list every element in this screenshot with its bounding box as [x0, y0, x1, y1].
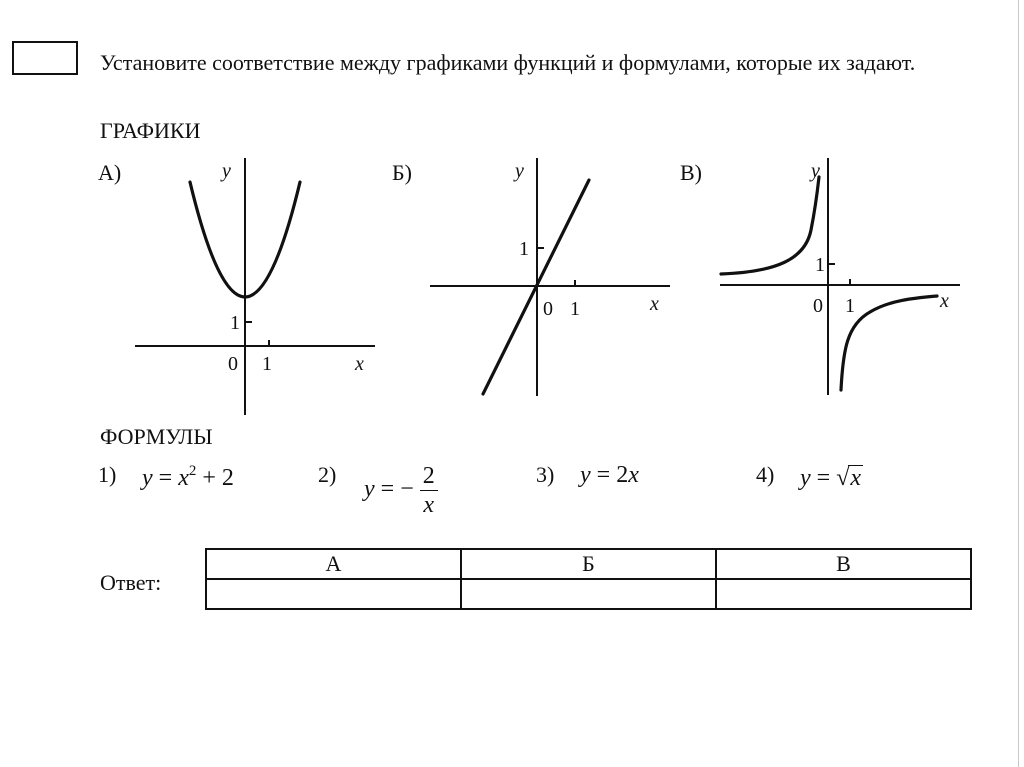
formula-2-numerator: 2 — [420, 462, 438, 491]
formula-1-x: x — [178, 465, 189, 491]
graph-b-x-label: x — [650, 293, 659, 315]
formula-1-lhs: y — [142, 465, 153, 491]
graph-v-branch-left — [721, 177, 819, 274]
formula-1 — [142, 465, 234, 492]
graph-v-branch-right — [841, 296, 937, 390]
formula-1-rest: + 2 — [202, 465, 234, 491]
answer-column-b: Б — [461, 549, 716, 579]
formula-2-eq: = − — [380, 476, 414, 503]
formula-2-fraction — [420, 462, 438, 519]
graph-v-hyperbola — [715, 150, 965, 400]
page-border — [1018, 0, 1019, 767]
formula-3-coef: 2 — [616, 462, 629, 488]
formula-3 — [580, 462, 639, 489]
graph-v-tick-x-label: 1 — [845, 295, 855, 317]
formula-3-x: x — [628, 462, 639, 488]
graph-b-tick-x-label: 1 — [570, 298, 580, 320]
graph-b-tick-y-label: 1 — [519, 238, 529, 260]
graph-a-y-label: y — [222, 160, 231, 182]
graph-b-line — [425, 150, 675, 400]
graph-v-tick-y-label: 1 — [815, 254, 825, 276]
answer-column-v: В — [716, 549, 971, 579]
formulas-heading: ФОРМУЛЫ — [100, 424, 213, 449]
answer-label: Ответ: — [100, 570, 162, 595]
formula-3-lhs: y — [580, 462, 591, 488]
task-statement: Установите соответствие между графиками функций и формулами, которые их задают. — [100, 50, 916, 75]
graph-a-tick-x-label: 1 — [262, 353, 272, 375]
graph-v-origin: 0 — [813, 295, 823, 317]
formula-1-eq: = — [158, 465, 173, 491]
formula-1-number: 1) — [98, 462, 117, 487]
answer-cell-b[interactable] — [461, 579, 716, 609]
answer-input-row — [206, 579, 971, 609]
formula-4-radicand: x — [850, 465, 862, 491]
formula-4-lhs: y — [800, 465, 811, 491]
formula-3-number: 3) — [536, 462, 555, 487]
answer-cell-v[interactable] — [716, 579, 971, 609]
formula-2-lhs: y — [364, 476, 375, 503]
graph-label-a: А) — [98, 160, 122, 185]
formula-2 — [364, 462, 438, 519]
graph-a-parabola — [130, 150, 380, 420]
answer-table — [205, 548, 972, 610]
graph-label-v: В) — [680, 160, 702, 185]
graph-b-y-label: y — [515, 160, 524, 182]
task-number-box[interactable] — [12, 41, 78, 75]
graph-a-x-label: x — [355, 353, 364, 375]
formula-4-number: 4) — [756, 462, 775, 487]
formula-2-denominator: x — [423, 492, 435, 518]
graph-a-origin: 0 — [228, 353, 238, 375]
graph-b-origin: 0 — [543, 298, 553, 320]
formula-4-eq: = — [816, 465, 831, 491]
formula-2-number: 2) — [318, 462, 337, 487]
graphs-heading: ГРАФИКИ — [100, 118, 201, 143]
graph-v-x-label: x — [940, 290, 949, 312]
answer-cell-a[interactable] — [206, 579, 461, 609]
answer-header-row — [206, 549, 971, 579]
formula-4 — [800, 465, 863, 492]
graph-a-tick-y-label: 1 — [230, 312, 240, 334]
answer-column-a: А — [206, 549, 461, 579]
graph-label-b: Б) — [392, 160, 412, 185]
formula-3-eq: = — [596, 462, 611, 488]
graph-v-y-label: y — [811, 160, 820, 182]
radical-sign-icon: √ — [836, 465, 850, 491]
formula-1-exponent: 2 — [188, 463, 197, 479]
